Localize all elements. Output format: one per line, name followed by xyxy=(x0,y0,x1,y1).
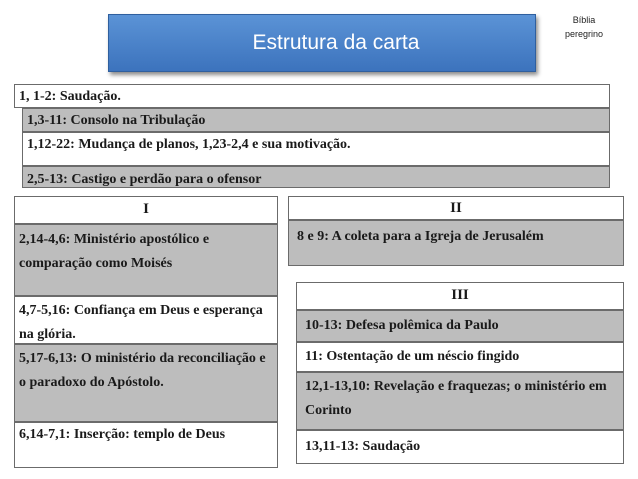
top-row-2: 1,3-11: Consolo na Tribulação xyxy=(22,108,610,132)
col3-item-4: 13,11-13: Saudação xyxy=(296,430,624,464)
brand-label xyxy=(560,13,608,41)
top-row-3: 1,12-22: Mudança de planos, 1,23-2,4 e sua motivação. xyxy=(22,132,610,166)
page-title: Estrutura da carta xyxy=(252,31,420,54)
col1-item-3: 5,17-6,13: O ministério da reconciliação e o paradoxo do Apóstolo. xyxy=(14,344,278,422)
brand-line-2: peregrino xyxy=(564,29,604,39)
col1-heading: I xyxy=(14,196,278,224)
col3-item-3: 12,1-13,10: Revelação e fraquezas; o ministério em Corinto xyxy=(296,372,624,430)
col1-item-4: 6,14-7,1: Inserção: templo de Deus xyxy=(14,422,278,468)
col2-heading: II xyxy=(288,196,624,220)
brand-line-1: Bíblia xyxy=(572,15,596,25)
col1-item-1: 2,14-4,6: Ministério apostólico e comparação como Moisés xyxy=(14,224,278,296)
title-banner xyxy=(108,14,536,72)
top-row-4: 2,5-13: Castigo e perdão para o ofensor xyxy=(22,166,610,188)
top-row-1: 1, 1-2: Saudação. xyxy=(14,84,610,108)
col3-item-2: 11: Ostentação de um néscio fingido xyxy=(296,342,624,372)
col2-item-1: 8 e 9: A coleta para a Igreja de Jerusalém xyxy=(288,220,624,266)
col3-heading: III xyxy=(296,282,624,310)
col1-item-2: 4,7-5,16: Confiança em Deus e esperança na glória. xyxy=(14,296,278,344)
col3-item-1: 10-13: Defesa polêmica da Paulo xyxy=(296,310,624,342)
